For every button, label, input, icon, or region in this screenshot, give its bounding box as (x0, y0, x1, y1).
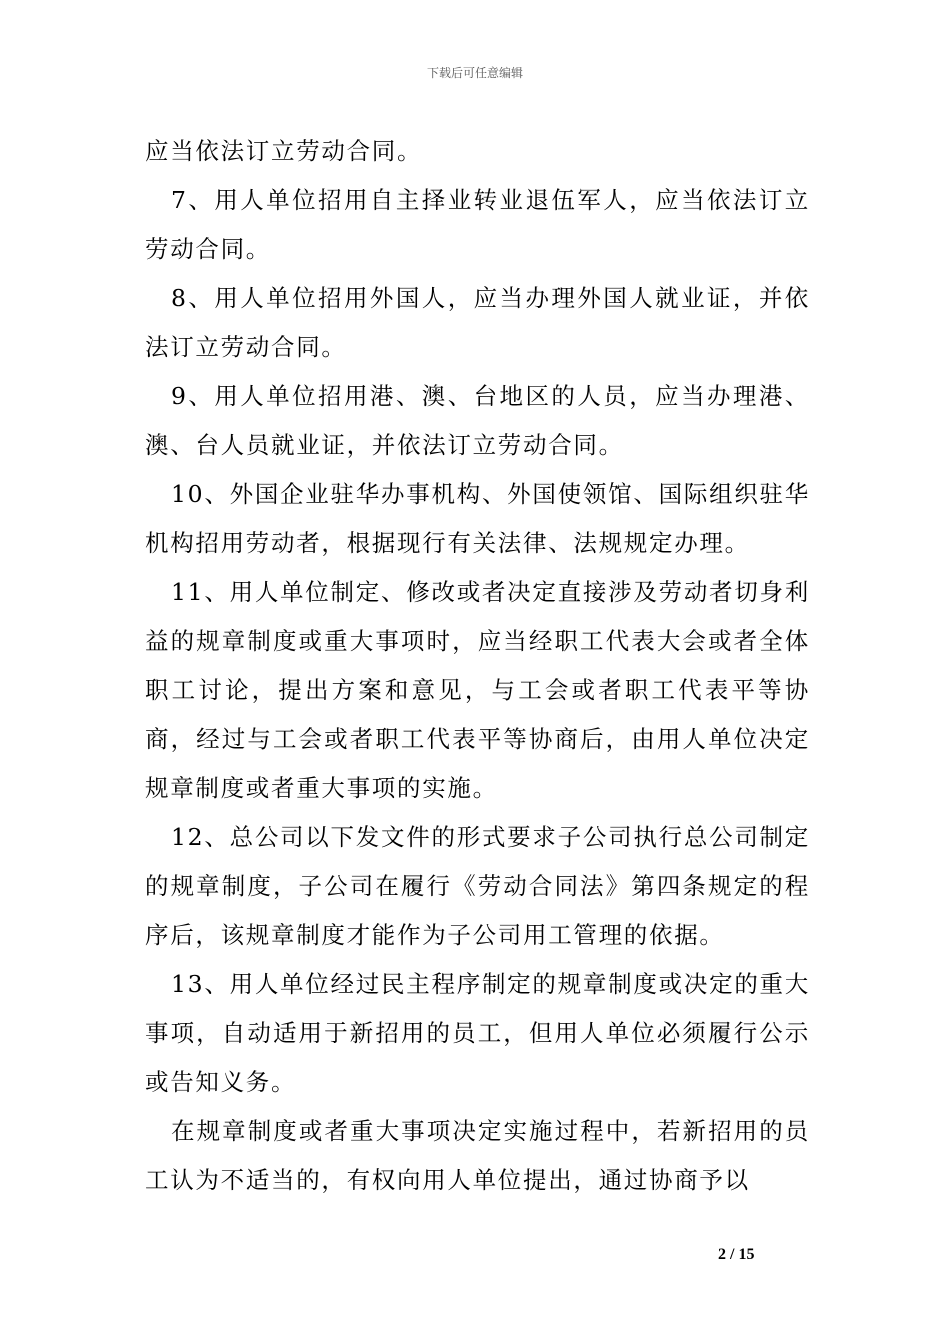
paragraph-item-13: 13、用人单位经过民主程序制定的规章制度或决定的重大事项，自动适用于新招用的员工，但用人单位必须履行公示或告知义务。 (145, 970, 810, 1096)
paragraph-note: 在规章制度或者重大事项决定实施过程中，若新招用的员工认为不适当的，有权向用人单位提出，通过协商予以 (145, 1117, 810, 1194)
paragraph-item-12: 12、总公司以下发文件的形式要求子公司执行总公司制定的规章制度，子公司在履行《劳动合同法》第四条规定的程序后，该规章制度才能作为子公司用工管理的依据。 (145, 823, 810, 949)
paragraph-item-9: 9、用人单位招用港、澳、台地区的人员，应当办理港、澳、台人员就业证，并依法订立劳动合同。 (145, 382, 810, 459)
paragraph-item-10: 10、外国企业驻华办事机构、外国使领馆、国际组织驻华机构招用劳动者，根据现行有关法律、法规规定办理。 (145, 480, 810, 557)
paragraph-item-7: 7、用人单位招用自主择业转业退伍军人，应当依法订立劳动合同。 (145, 186, 810, 263)
paragraph-item-11: 11、用人单位制定、修改或者决定直接涉及劳动者切身利益的规章制度或重大事项时，应当经职工代表大会或者全体职工讨论，提出方案和意见，与工会或者职工代表平等协商，经过与工会或者职工代表平等协商后，由用人单位决定规章制度或者重大事项的实施。 (145, 578, 810, 802)
page-header-note: 下载后可任意编辑 (426, 66, 523, 80)
page-number: 2 / 15 (718, 1246, 755, 1263)
document-body (145, 127, 810, 1205)
paragraph-item-8: 8、用人单位招用外国人，应当办理外国人就业证，并依法订立劳动合同。 (145, 284, 810, 361)
paragraph-continuation: 应当依法订立劳动合同。 (145, 137, 423, 165)
